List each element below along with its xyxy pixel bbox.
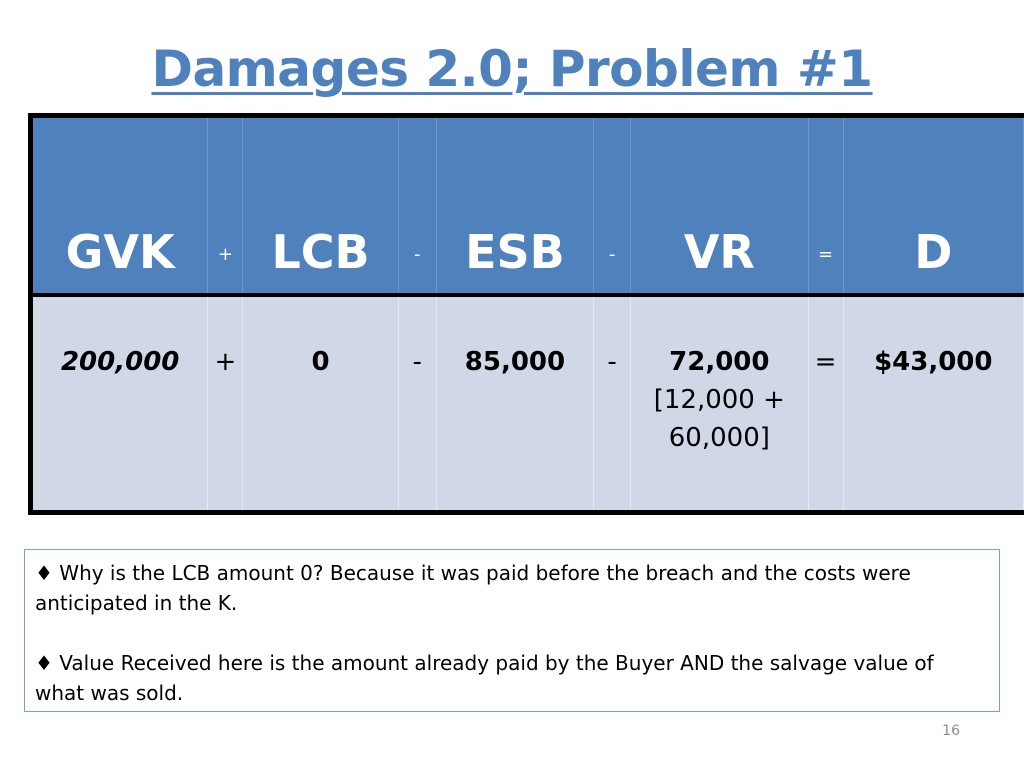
header-minus-operator: - xyxy=(594,116,631,294)
header-row xyxy=(31,116,1024,294)
notes-box xyxy=(24,549,1000,712)
value-d: $43,000 xyxy=(843,297,1023,513)
value-equals-operator: = xyxy=(808,297,843,513)
value-plus-operator: + xyxy=(208,297,243,513)
value-vr-detail: [12,000 + 60,000] xyxy=(653,385,785,453)
header-equals-operator: = xyxy=(808,116,843,294)
damages-formula-table xyxy=(28,113,1024,515)
value-gvk: 200,000 xyxy=(31,297,208,513)
note-value-received: ♦ Value Received here is the amount already paid by the Buyer AND the salvage value of what was sold. xyxy=(35,651,934,705)
note-lcb-explanation: ♦ Why is the LCB amount 0? Because it was paid before the breach and the costs were anticipated in the K. xyxy=(35,561,911,615)
slide-title: Damages 2.0; Problem #1 xyxy=(151,40,873,98)
value-vr-cell xyxy=(631,297,808,513)
header-esb: ESB xyxy=(436,116,593,294)
header-plus-operator: + xyxy=(208,116,243,294)
header-minus-operator: - xyxy=(398,116,436,294)
value-minus-operator: - xyxy=(398,297,436,513)
header-d: D xyxy=(843,116,1023,294)
value-esb: 85,000 xyxy=(436,297,593,513)
slide-number: 16 xyxy=(942,723,960,739)
value-vr: 72,000 xyxy=(669,347,770,377)
header-lcb: LCB xyxy=(243,116,398,294)
header-vr: VR xyxy=(631,116,808,294)
value-row xyxy=(31,297,1024,513)
value-lcb: 0 xyxy=(243,297,398,513)
header-gvk: GVK xyxy=(31,116,208,294)
value-minus-operator: - xyxy=(594,297,631,513)
